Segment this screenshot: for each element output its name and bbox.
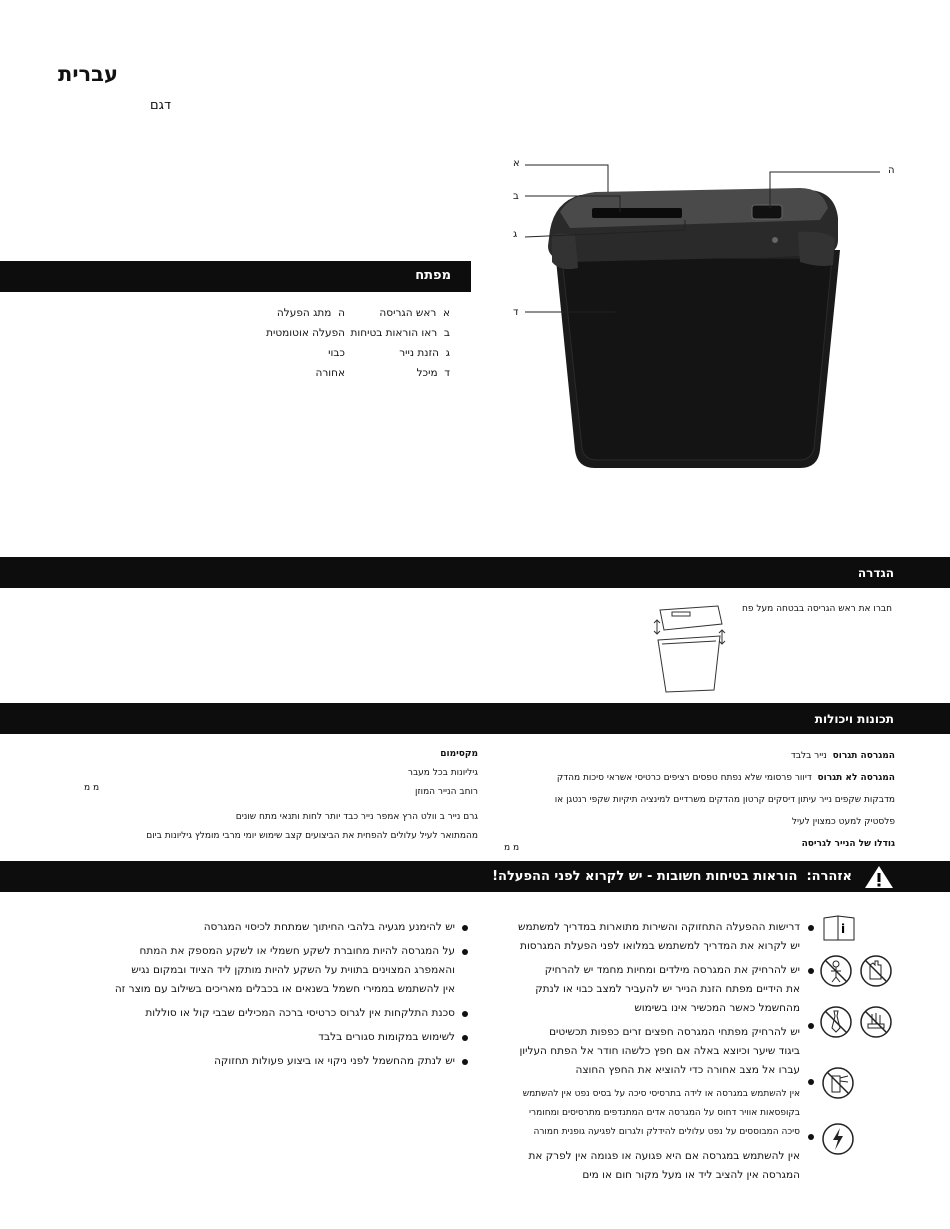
bullet	[808, 925, 814, 931]
key-title: מפתח	[415, 268, 451, 283]
key-item: ה מתג הפעלה	[276, 307, 345, 319]
model-label: דגם	[150, 98, 172, 113]
warning-item: לשימוש במקומות סגורים בלבד	[318, 1031, 455, 1043]
features-title: תכונות ויכולות	[814, 712, 894, 726]
key-item: אחורה	[315, 367, 345, 379]
shredder-diagram	[500, 150, 950, 480]
warning-item: אין להשתמש במגרסה או לידה בתרסיסי סיכה על בסיס נפט אין להשתמש בקופסאות אוויר דחוס על המגרסה אדים המתנדפים מתרסיסים ומחומרי סיכה המבוססים על נפט עלולים להידלק ולגרום לפגיעה גופנית חמורה	[522, 1089, 800, 1137]
features-left-column	[80, 745, 478, 846]
not-shred-line1: דיוור פרסומי שלא נפתח טפסים רציפים כרטיסי אשראי סיכות מהדק	[556, 773, 812, 783]
warning-item: יש להרחיק מפתחי המגרסה חפצים זרים כפפות תכשיטים ביגוד שיער וכיוצא באלה אם חפץ כלשהו חודר אל הפתח העליון עברו אל מצב אחורה כדי להוציא את החפץ החוצה	[519, 1026, 800, 1076]
features-header-bar	[0, 703, 950, 734]
key-item: ג הזנת נייר	[399, 347, 450, 359]
diagram-label-d: ד	[513, 307, 519, 318]
key-item: ב ראו הוראות בטיחות	[350, 327, 450, 339]
setup-illustration	[650, 598, 730, 698]
warning-prefix: אזהרה:	[806, 869, 852, 884]
manual-book-icon	[822, 914, 856, 942]
diagram-label-e: ה	[888, 165, 895, 176]
warning-item: סכנת התלקחות אין לגרוס כרטיסי ברכה המכילים שבבי קול או סוללות	[145, 1007, 455, 1019]
svg-text:i: i	[841, 922, 846, 936]
key-item: הפעלה אוטומטית	[266, 327, 345, 339]
bullet	[462, 925, 468, 931]
warning-item: על המגרסה להיות מחוברת לשקע חשמלי או לשקע המספק את המתח והאמפרג המצוינים בתווית על השקע להיות מותקן ליד הציוד ובמקום נגיש אין להשתמש בממירי חשמל בשנאים או בכבלים מאריכים בשילוב עם מוצר זה	[114, 945, 455, 995]
paper-width: רוחב הנייר המוזן	[415, 787, 478, 797]
not-shred-line3: פלסטיק למעט כמצוין לעיל	[791, 817, 895, 827]
setup-header-bar	[0, 557, 950, 588]
key-right-column	[330, 303, 450, 383]
max-label: מקסימום	[440, 749, 478, 759]
specs-line2: מהמתואר לעיל עלולים להפחית את הביצועים קצב שימוש יומי מרבי מומלץ גיליונות ביום	[146, 831, 478, 841]
cut-size-label: גודלו של הנייר לגריסה	[801, 839, 895, 849]
key-item: כבוי	[328, 347, 345, 359]
key-left-column	[200, 303, 345, 383]
power-switch	[752, 205, 782, 219]
specs-line: גרם נייר ב וולט הרץ אמפר נייר כבד יותר לחות ותנאי מתח שונים	[235, 812, 478, 822]
bullet	[808, 968, 814, 974]
warning-right-column	[480, 918, 800, 1185]
key-item: ד מיכל	[416, 367, 450, 379]
not-shred-label: המגרסה לא תגרוס	[817, 773, 895, 783]
sheets-per-pass: גיליונות בכל מעבר	[407, 768, 478, 778]
warning-item: יש לנתק מהחשמל לפני ניקוי או ביצוע פעולות תחזוקה	[214, 1055, 455, 1067]
warning-header-bar	[0, 861, 950, 892]
warning-left-column	[80, 918, 455, 1071]
bullet	[808, 1079, 814, 1085]
warning-item: דרישות ההפעלה התחזוקה והשירות מתוארות במדריך למשתמש יש לקרוא את המדריך למשתמש במלואו לפני הפעלת המגרסות	[518, 921, 800, 952]
loose-items-warning-icons	[820, 1004, 900, 1040]
key-header-bar	[0, 261, 471, 292]
warning-item: יש להרחיק את המגרסה מילדים ומחיות מחמד יש להרחיק את הידיים מפתח הזנת הנייר יש להעביר למצב כבוי או לנתק מהחשמל כאשר המכשיר אינו בשימוש	[535, 964, 800, 1014]
language-title: עברית	[58, 62, 118, 86]
setup-instruction: חברו את ראש הגריסה בבטחה מעל פח	[742, 604, 892, 614]
diagram-label-b: ב	[513, 191, 519, 202]
warning-item: יש להימנע מגעיה בלהבי החיתוך שמתחת לכיסוי המגרסה	[203, 921, 455, 933]
paper-slot	[592, 208, 682, 218]
mm-right: מ מ	[504, 843, 520, 853]
not-shred-line2: מדבקות שקפים נייר עיתון דיסקים קרטון מהדקים משרדיים למינציה תיקיות שקפי רנטגן או	[554, 795, 895, 805]
bullet	[462, 1035, 468, 1041]
key-item: א ראש הגריסה	[379, 307, 450, 319]
bullet	[462, 949, 468, 955]
shreds-label: המגרסה תגרוס	[832, 751, 895, 761]
warning-triangle-icon	[864, 865, 894, 889]
diagram-label-c: ג	[513, 229, 518, 240]
shreds-text: נייר בלבד	[790, 751, 827, 761]
warning-item: אין להשתמש במגרסה אם היא פגועה או פגומה אין לפרק את המגרסה אין להציב ליד או מעל מקור חום או מים	[528, 1150, 800, 1181]
electrical-hazard-icon	[820, 1122, 856, 1156]
bullet	[462, 1059, 468, 1065]
setup-title: הגדרה	[857, 566, 894, 580]
bullet	[462, 1011, 468, 1017]
bullet	[808, 1134, 814, 1140]
features-right-column	[505, 745, 895, 877]
warning-title-row	[492, 869, 852, 884]
warning-title: הוראות בטיחות חשובות - יש לקרוא לפני ההפעלה!	[492, 869, 798, 884]
no-aerosol-icon	[820, 1066, 856, 1100]
child-hand-warning-icons	[820, 953, 900, 989]
bullet	[808, 1023, 814, 1029]
mm-left: מ מ	[84, 783, 100, 793]
diagram-label-a: א	[513, 158, 520, 169]
